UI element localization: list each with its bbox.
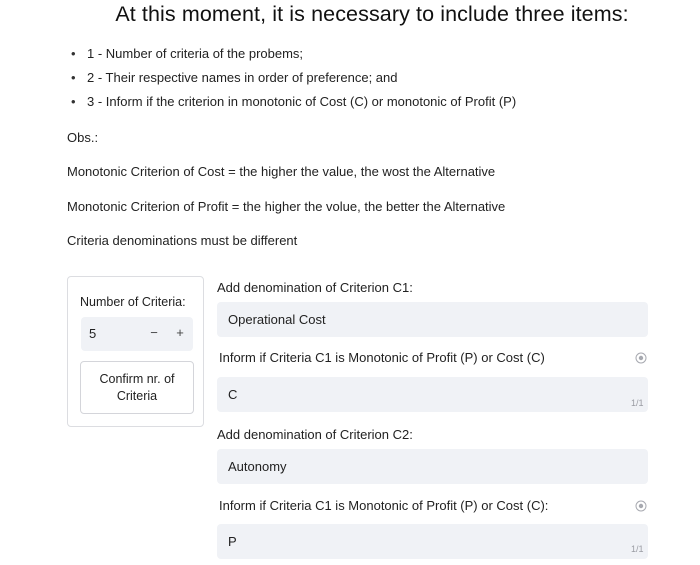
profit-definition: Monotonic Criterion of Profit = the higher the volue, the better the Alternative [67, 199, 506, 214]
list-item: • 1 - Number of criteria of the probems; [73, 44, 516, 68]
criterion-2-name-input[interactable] [217, 449, 648, 484]
criterion-1-name-input[interactable] [217, 302, 648, 337]
confirm-criteria-button[interactable]: Confirm nr. of Criteria [80, 361, 194, 414]
criterion-1-type-label: Inform if Criteria C1 is Monotonic of Profit (P) or Cost (C) [219, 350, 545, 365]
criterion-1-type-input[interactable] [217, 377, 648, 412]
criterion-1-char-counter: 1/1 [631, 398, 644, 408]
list-item: • 3 - Inform if the criterion in monotonic of Cost (C) or monotonic of Profit (P) [73, 92, 516, 116]
obs-label: Obs.: [67, 130, 99, 145]
criterion-2-name-label: Add denomination of Criterion C2: [217, 427, 413, 442]
instructions-list [73, 44, 516, 116]
criteria-count-value[interactable]: 5 [89, 326, 97, 341]
decrement-button[interactable]: − [150, 325, 158, 340]
page-heading: At this moment, it is necessary to include three items: [115, 2, 629, 26]
criterion-2-char-counter: 1/1 [631, 544, 644, 554]
criteria-count-stepper[interactable] [81, 317, 193, 351]
criterion-2-type-input[interactable] [217, 524, 648, 559]
criterion-2-type-label: Inform if Criteria C1 is Monotonic of Profit (P) or Cost (C): [219, 498, 549, 513]
cost-definition: Monotonic Criterion of Cost = the higher the value, the wost the Alternative [67, 164, 496, 179]
unique-names-note: Criteria denominations must be different [67, 233, 298, 248]
increment-button[interactable]: + [176, 325, 184, 340]
list-item: • 2 - Their respective names in order of preference; and [73, 68, 516, 92]
help-circle-icon[interactable] [635, 500, 647, 512]
help-circle-icon[interactable] [635, 352, 647, 364]
criteria-count-panel [67, 276, 204, 427]
criterion-1-name-label: Add denomination of Criterion C1: [217, 280, 413, 295]
criteria-count-label: Number of Criteria: [80, 295, 186, 309]
